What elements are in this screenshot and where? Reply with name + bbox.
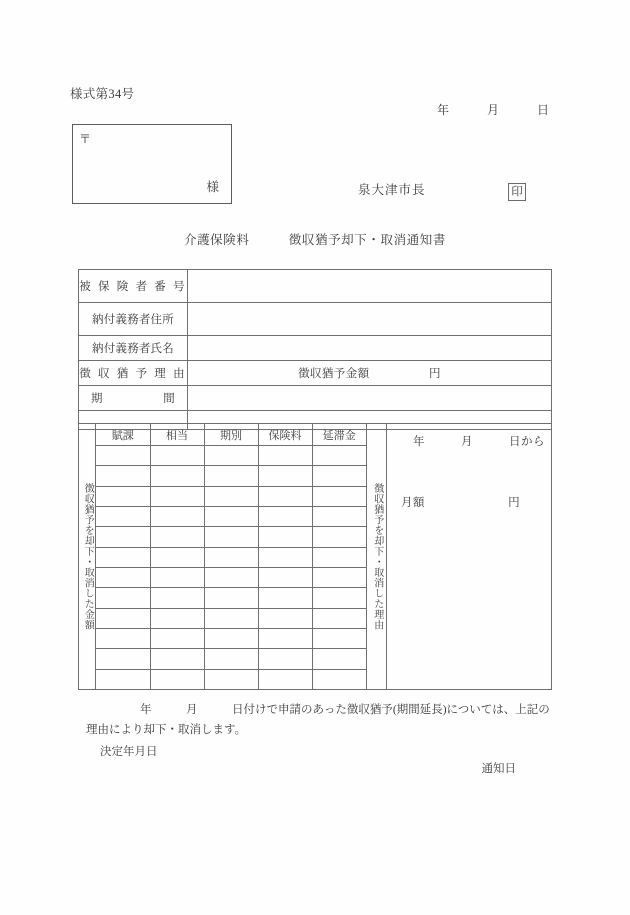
grid-cell[interactable] — [312, 506, 366, 526]
grid-header-row — [96, 424, 366, 446]
grid-cell[interactable] — [258, 588, 312, 608]
table-row — [96, 527, 366, 547]
grid-cell[interactable] — [150, 567, 204, 587]
grid-body — [96, 446, 366, 690]
label-period-left: 期 — [91, 393, 103, 405]
addressee-box — [72, 124, 232, 204]
grid-cell[interactable] — [312, 567, 366, 587]
grid-cell[interactable] — [312, 446, 366, 466]
value-insured-number[interactable] — [188, 270, 552, 303]
label-period — [79, 386, 188, 411]
grid-cell[interactable] — [204, 527, 258, 547]
table-row — [96, 628, 366, 648]
grid-cell[interactable] — [312, 547, 366, 567]
grid-cell[interactable] — [96, 446, 150, 466]
grid-cell[interactable] — [150, 669, 204, 689]
monthly-amount-label: 月額 円 — [401, 497, 520, 509]
label-payer-address: 納付義務者住所 — [79, 303, 188, 336]
grid-cell[interactable] — [96, 628, 150, 648]
grid-cell[interactable] — [258, 547, 312, 567]
column-header-levy: 賦課 — [96, 424, 150, 446]
info-table — [78, 269, 552, 430]
grid-cell[interactable] — [150, 608, 204, 628]
table-row — [96, 649, 366, 669]
grid-cell[interactable] — [258, 669, 312, 689]
grid-cell[interactable] — [312, 527, 366, 547]
table-row — [96, 608, 366, 628]
form-number: 様式第34号 — [70, 87, 135, 101]
grid-cell[interactable] — [258, 628, 312, 648]
grid-cell[interactable] — [96, 669, 150, 689]
grid-cell[interactable] — [150, 466, 204, 486]
grid-cell[interactable] — [258, 608, 312, 628]
table-row — [96, 588, 366, 608]
vertical-label-rejected-amount — [79, 424, 96, 689]
effective-date-from: 年 月 日から — [413, 436, 545, 448]
grid-cell[interactable] — [312, 669, 366, 689]
grid-cell[interactable] — [204, 486, 258, 506]
grid-cell[interactable] — [312, 608, 366, 628]
table-row — [96, 446, 366, 466]
table-row — [79, 336, 552, 361]
grid-cell[interactable] — [96, 466, 150, 486]
grid-cell[interactable] — [204, 669, 258, 689]
installment-grid — [96, 424, 366, 689]
grid-cell[interactable] — [204, 567, 258, 587]
document-title: 介護保険料 徴収猶予却下・取消通知書 — [183, 233, 446, 247]
column-header-premium: 保険料 — [258, 424, 312, 446]
grid-cell[interactable] — [150, 446, 204, 466]
grid-cell[interactable] — [258, 466, 312, 486]
column-header-late-fee: 延滞金 — [312, 424, 366, 446]
grid-cell[interactable] — [150, 628, 204, 648]
grid-cell[interactable] — [204, 588, 258, 608]
grid-cell[interactable] — [96, 588, 150, 608]
grid-cell[interactable] — [312, 486, 366, 506]
value-deferral-reason[interactable] — [188, 361, 552, 386]
grid-cell[interactable] — [258, 527, 312, 547]
grid-cell[interactable] — [96, 608, 150, 628]
issuer-name: 泉大津市長 — [358, 183, 426, 197]
label-insured-number: 被 保 険 者 番 号 — [79, 270, 188, 303]
value-payer-name[interactable] — [188, 336, 552, 361]
table-row — [79, 270, 552, 303]
grid-cell[interactable] — [150, 506, 204, 526]
grid-cell[interactable] — [204, 547, 258, 567]
grid-cell[interactable] — [258, 486, 312, 506]
notice-date-label: 通知日 — [481, 763, 516, 775]
table-row — [96, 506, 366, 526]
column-header-equivalent: 相当 — [150, 424, 204, 446]
label-payer-name: 納付義務者氏名 — [79, 336, 188, 361]
table-row — [79, 303, 552, 336]
deferral-amount-label: 徴収猶予金額 円 — [298, 368, 441, 380]
grid-cell[interactable] — [96, 547, 150, 567]
table-row — [79, 386, 552, 411]
vertical-label-rejection-reason-text: 徴収猶予を却下・取消した理由 — [371, 483, 383, 630]
seal-stamp-box: 印 — [508, 183, 526, 201]
grid-cell[interactable] — [312, 588, 366, 608]
grid-cell[interactable] — [258, 649, 312, 669]
grid-cell[interactable] — [96, 649, 150, 669]
addressee-honorific: 様 — [206, 180, 219, 194]
grid-cell[interactable] — [204, 466, 258, 486]
grid-cell[interactable] — [150, 649, 204, 669]
grid-cell[interactable] — [258, 567, 312, 587]
grid-cell[interactable] — [204, 628, 258, 648]
value-period[interactable] — [188, 386, 552, 411]
rejection-reason-panel[interactable] — [387, 424, 551, 689]
grid-cell[interactable] — [204, 608, 258, 628]
grid-cell[interactable] — [150, 486, 204, 506]
table-row — [96, 466, 366, 486]
grid-cell[interactable] — [312, 628, 366, 648]
table-row — [96, 486, 366, 506]
grid-cell[interactable] — [150, 547, 204, 567]
issue-date-line: 年 月 日 — [437, 103, 550, 117]
decision-date-label: 決定年月日 — [100, 746, 158, 759]
vertical-label-rejection-reason — [366, 424, 387, 689]
grid-cell[interactable] — [150, 527, 204, 547]
grid-cell[interactable] — [312, 466, 366, 486]
footer-statement — [78, 700, 558, 762]
grid-cell[interactable] — [312, 649, 366, 669]
table-row — [96, 669, 366, 689]
label-period-right: 間 — [163, 393, 175, 405]
grid-cell[interactable] — [96, 486, 150, 506]
grid-cell[interactable] — [96, 527, 150, 547]
grid-cell[interactable] — [96, 506, 150, 526]
footer-line-2: 理由により却下・取消します。 — [86, 724, 247, 737]
grid-cell[interactable] — [204, 446, 258, 466]
vertical-label-rejected-amount-text: 徴収猶予を却下・取消した金額 — [82, 483, 94, 630]
grid-cell[interactable] — [204, 649, 258, 669]
column-header-installment: 期別 — [204, 424, 258, 446]
table-row — [96, 567, 366, 587]
grid-cell[interactable] — [258, 506, 312, 526]
deferral-detail-section — [78, 423, 552, 690]
table-row — [96, 547, 366, 567]
postal-mark-icon: 〒 — [79, 132, 92, 146]
grid-cell[interactable] — [150, 588, 204, 608]
value-payer-address[interactable] — [188, 303, 552, 336]
grid-cell[interactable] — [258, 446, 312, 466]
footer-line-1: 年 月 日付けで申請のあった徴収猶予(期間延長)については、上記の — [140, 704, 550, 716]
grid-cell[interactable] — [204, 506, 258, 526]
table-row — [79, 361, 552, 386]
grid-cell[interactable] — [96, 567, 150, 587]
label-deferral-reason: 徴 収 猶 予 理 由 — [79, 361, 188, 386]
